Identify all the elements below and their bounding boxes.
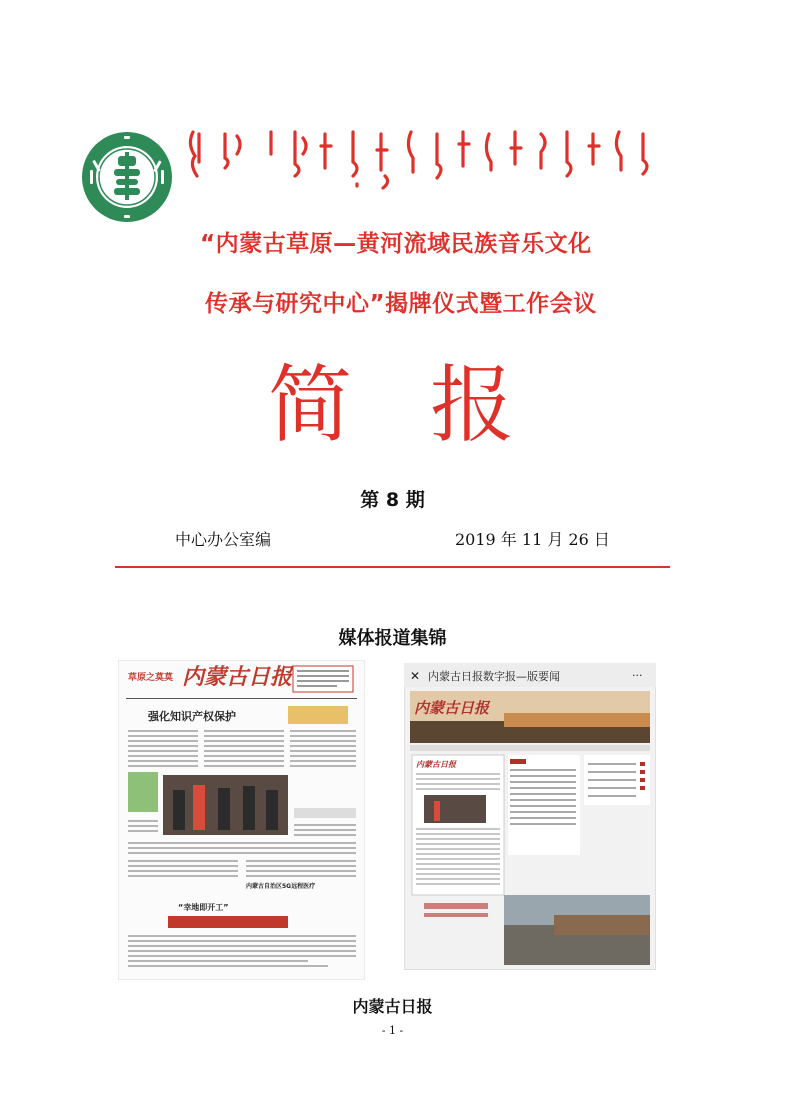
brief-heading	[0, 355, 785, 455]
title-line-1: “内蒙古草原—黄河流域民族音乐文化	[200, 231, 592, 257]
phone-close-icon: ✕	[410, 669, 421, 683]
phone-nav-title: 内蒙古日报数字报—版要闻	[428, 670, 560, 683]
title-line-2: 传承与研究中心”揭牌仪式暨工作会议	[205, 291, 597, 317]
section-title: 媒体报道集锦	[338, 628, 447, 649]
brief-char-1: 简	[268, 356, 353, 454]
svg-text:草原之莫莫: 草原之莫莫	[128, 673, 174, 683]
newspaper-feature-head: “幸地即开工”	[178, 903, 229, 912]
university-logo	[80, 130, 174, 224]
image-caption: 内蒙古日报	[352, 997, 433, 1016]
red-divider	[115, 566, 670, 568]
brief-char-2: 报	[430, 356, 515, 454]
editor-line: 中心办公室编	[175, 530, 272, 549]
digital-newspaper-screenshot	[404, 663, 656, 970]
phone-more-icon: ···	[632, 669, 643, 682]
mongolian-script-title	[185, 124, 655, 194]
page-number: - 1 -	[381, 1024, 404, 1037]
svg-text:内蒙古日报: 内蒙古日报	[416, 759, 456, 769]
newspaper-subhead: 内蒙古自治区5G远程医疗	[246, 883, 316, 890]
issue-number: 第 8 期	[360, 489, 425, 511]
newspaper-front-page-image	[118, 660, 365, 980]
newspaper-masthead: 内蒙古日报	[182, 664, 293, 690]
issue-date: 2019 年 11 月 26 日	[455, 530, 610, 549]
newspaper-headline: 强化知识产权保护	[148, 710, 236, 723]
svg-text:内蒙古日报: 内蒙古日报	[414, 699, 490, 717]
